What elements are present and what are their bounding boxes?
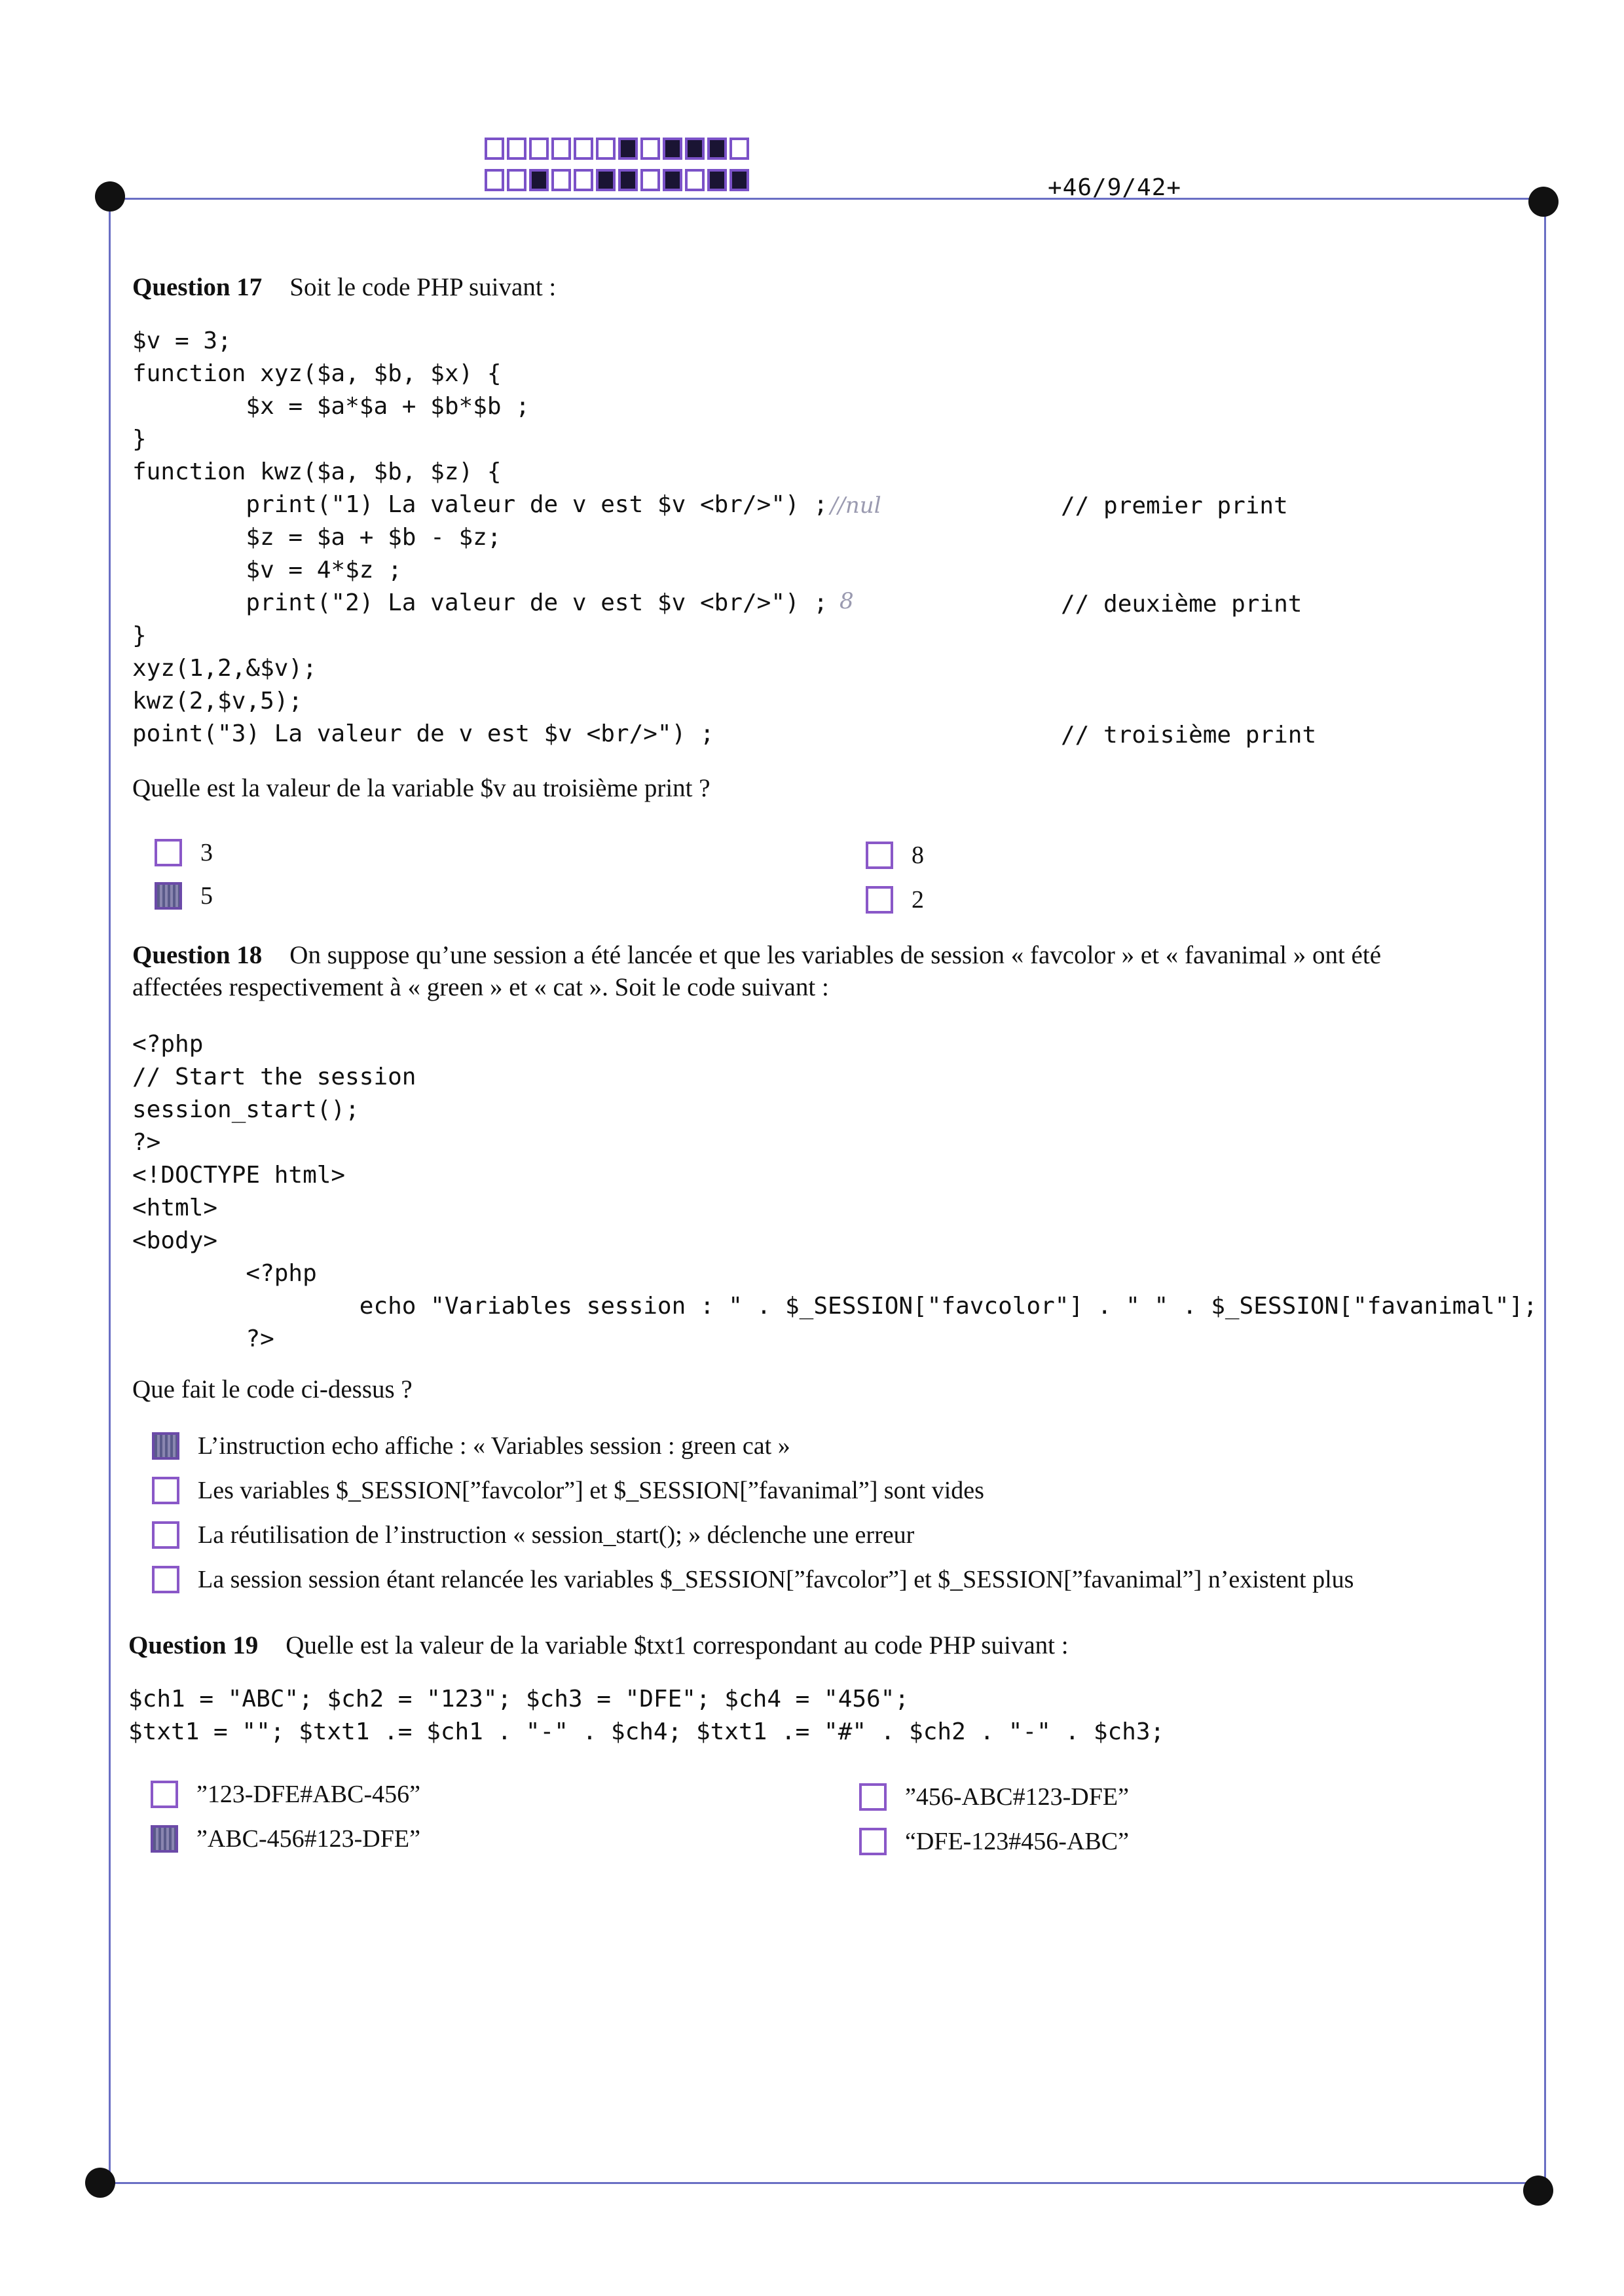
code-line: $txt1 = ""; $txt1 .= $ch1 . "-" . $ch4; $txt1 .= "#" . $ch2 . "-" . $ch3; [128,1718,1165,1745]
question-19-title [128,1631,1069,1660]
frame-left [109,198,111,2183]
answer-label: 8 [912,842,924,869]
code-box [596,169,616,191]
q19-answer-1[interactable] [151,1780,420,1809]
code-line: print("1) La valeur de v est $v <br/>") ; [132,491,828,518]
q18-answer-3[interactable] [152,1521,914,1549]
answer-checkbox[interactable] [151,1825,178,1853]
code-box [529,138,549,160]
code-line: } [132,622,147,649]
q17-answer-5[interactable] [155,881,213,910]
code-line: <html> [132,1194,218,1221]
q19-answer-3[interactable] [859,1783,1129,1811]
code-box [507,169,526,191]
corner-mark-bottom-left [85,2168,115,2198]
code-line: $v = 3; [132,327,232,354]
question-19-label: Question 19 [128,1631,259,1659]
answer-checkbox[interactable] [866,842,893,869]
code-box [574,169,593,191]
page-code-row-2 [485,169,752,191]
code-line: xyz(1,2,&$v); [132,655,317,682]
page-code-row-1 [485,138,752,160]
code-box [618,169,638,191]
question-17-title [132,272,556,302]
answer-label: 2 [912,886,924,914]
answer-label: 3 [200,839,213,866]
code-box [551,138,571,160]
question-19-intro: Quelle est la valeur de la variable $txt1 correspondant au code PHP suivant : [286,1631,1069,1659]
comment-premier-print: // premier print [1061,492,1288,519]
question-17-label: Question 17 [132,273,263,301]
corner-mark-bottom-right [1523,2176,1553,2206]
code-box [574,138,593,160]
answer-label: ”456-ABC#123-DFE” [905,1783,1129,1811]
q17-answer-8[interactable] [866,841,924,870]
code-line: function kwz($a, $b, $z) { [132,458,502,485]
code-line: $ch1 = "ABC"; $ch2 = "123"; $ch3 = "DFE"; $ch4 = "456"; [128,1686,910,1713]
question-18-prompt: Que fait le code ci-dessus ? [132,1375,413,1403]
q19-answer-2[interactable] [151,1824,420,1853]
code-line: print("2) La valeur de v est $v <br/>") ; [132,589,828,616]
frame-top [109,198,1544,200]
frame-right [1544,198,1546,2183]
question-17-intro: Soit le code PHP suivant : [289,273,557,301]
q18-answer-4[interactable] [152,1565,1354,1594]
answer-checkbox[interactable] [152,1566,179,1593]
comment-deuxieme-print: // deuxième print [1061,591,1302,618]
code-box [485,169,504,191]
code-line: $z = $a + $b - $z; [132,524,502,551]
code-line: session_start(); [132,1096,360,1123]
code-box [729,138,749,160]
answer-label: “DFE-123#456-ABC” [905,1828,1129,1855]
page-id: +46/9/42+ [1048,174,1182,201]
answer-label: L’instruction echo affiche : « Variables session : green cat » [198,1432,790,1460]
answer-label: La session session étant relancée les variables $_SESSION[”favcolor”] et $_SESSION[”favanimal”] n’existent plus [198,1566,1354,1593]
answer-checkbox[interactable] [866,886,893,914]
q17-answer-2[interactable] [866,885,924,914]
code-box [485,138,504,160]
code-line: kwz(2,$v,5); [132,688,303,714]
answer-checkbox[interactable] [859,1828,887,1855]
code-box [640,138,660,160]
code-box [640,169,660,191]
corner-mark-top-left [95,181,125,212]
question-19-code [128,1683,1164,1749]
comment-troisieme-print: // troisième print [1061,722,1317,749]
code-line: <body> [132,1227,218,1254]
code-line: // Start the session [132,1064,416,1090]
answer-label: ”123-DFE#ABC-456” [196,1781,420,1808]
code-line: <!DOCTYPE html> [132,1162,346,1189]
code-line: <?php [132,1031,204,1058]
q18-answer-1[interactable] [152,1432,790,1460]
corner-mark-top-right [1528,187,1559,217]
q18-answer-2[interactable] [152,1476,984,1505]
code-box [685,169,705,191]
code-box [529,169,549,191]
code-box [707,138,727,160]
question-18-code [132,1028,1538,1356]
code-line: point("3) La valeur de v est $v <br/>") ; [132,720,714,747]
q17-answer-3[interactable] [155,838,213,867]
handwritten-note-1: //nul [830,492,881,519]
code-box [663,169,682,191]
handwritten-note-2: 8 [840,588,854,614]
answer-checkbox[interactable] [151,1781,178,1808]
question-17-prompt: Quelle est la valeur de la variable $v au troisième print ? [132,774,710,802]
code-box [507,138,526,160]
code-box [707,169,727,191]
answer-label: 5 [200,882,213,910]
code-line: } [132,426,147,453]
question-18-title [132,940,1381,970]
answer-checkbox[interactable] [155,839,182,866]
code-box [685,138,705,160]
answer-checkbox[interactable] [152,1432,179,1460]
code-box [618,138,638,160]
answer-checkbox[interactable] [859,1783,887,1811]
code-line: $x = $a*$a + $b*$b ; [132,393,530,420]
question-17-code [132,325,828,750]
answer-checkbox[interactable] [155,882,182,910]
code-line: ?> [132,1325,274,1352]
code-line: echo "Variables session : " . $_SESSION["favcolor"] . " " . $_SESSION["favanimal"]; [132,1293,1538,1320]
code-box [551,169,571,191]
answer-checkbox[interactable] [152,1477,179,1504]
code-box [729,169,749,191]
answer-label: Les variables $_SESSION[”favcolor”] et $_SESSION[”favanimal”] sont vides [198,1477,984,1504]
answer-label: ”ABC-456#123-DFE” [196,1825,420,1853]
code-box [663,138,682,160]
code-box [596,138,616,160]
code-line: function xyz($a, $b, $x) { [132,360,502,387]
question-18-intro-line1: On suppose qu’une session a été lancée et que les variables de session « favcolor » et « favanimal » ont été [289,941,1381,969]
answer-label: La réutilisation de l’instruction « session_start(); » déclenche une erreur [198,1521,915,1549]
code-line: ?> [132,1129,161,1156]
question-18-intro-line2: affectées respectivement à « green » et « cat ». Soit le code suivant : [132,973,829,1001]
code-line: $v = 4*$z ; [132,557,402,583]
frame-bottom [100,2182,1547,2184]
q19-answer-4[interactable] [859,1827,1129,1856]
answer-checkbox[interactable] [152,1521,179,1549]
code-line: <?php [132,1260,317,1287]
question-18-label: Question 18 [132,941,263,969]
